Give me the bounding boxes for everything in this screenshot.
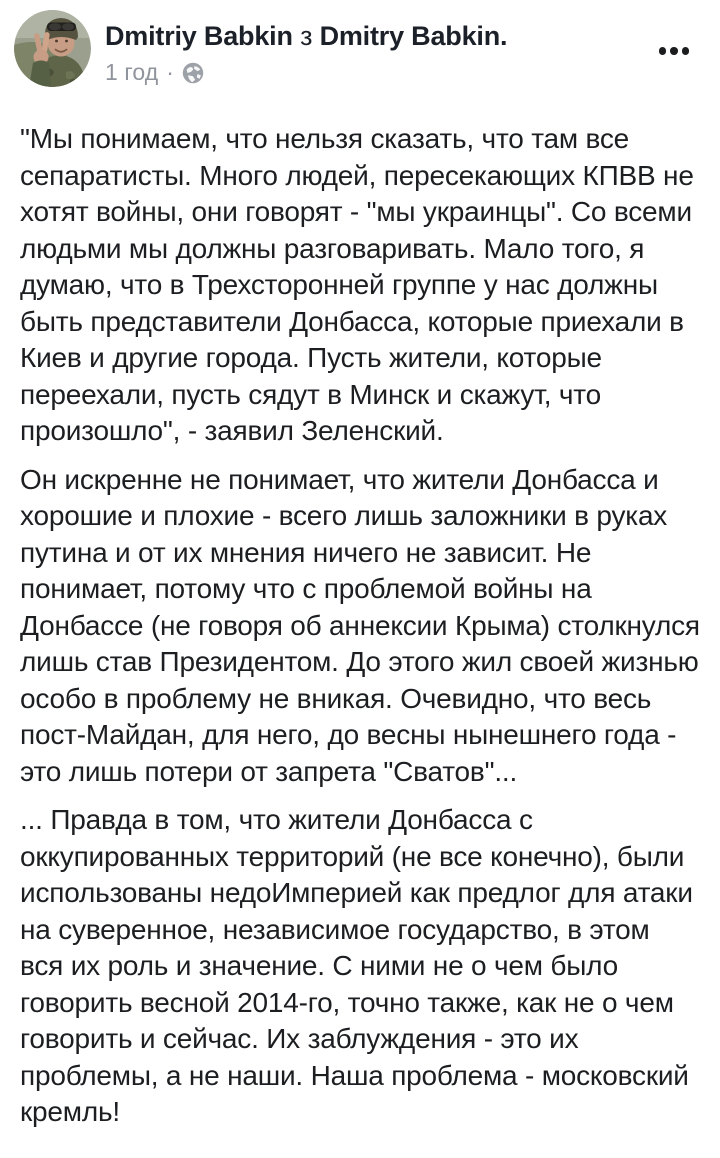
post-paragraph: Он искренне не понимает, что жители Донбасса и хорошие и плохие - всего лишь заложники в руках путина и от их мнения ничего не зависит. Не понимает, потому что с проблемой войны на Донбассе (не говоря об аннексии Крыма) столкнулся лишь став Президентом. До этого жил своей жизнью особо в проблему не вникая. Очевидно, что весь пост-Майдан, для него, до весны нынешнего года - это лишь потери от запрета "Сватов"... — [20, 463, 700, 787]
name-period: . — [500, 21, 508, 51]
post-paragraph: ... Правда в том, что жители Донбасса с оккупированных территорий (не все конечно), были использованы недоИмперией как предлог для атаки на суверенное, независимое государство, в этом вся их роль и значение. С ними не о чем было говорить весной 2014-го, точно также, как не о чем говорить и сейчас. Их заблуждения - это их проблемы, а не наши. Наша проблема - московский кремль! — [20, 804, 693, 1127]
timestamp[interactable]: 1 год — [105, 59, 159, 86]
ellipsis-icon — [659, 47, 667, 55]
more-options-button[interactable] — [655, 43, 694, 59]
with-connector: з — [300, 21, 313, 51]
ellipsis-icon — [670, 47, 678, 55]
meta-separator: · — [166, 59, 175, 86]
post-header — [0, 0, 720, 97]
header-text — [105, 21, 650, 86]
post-paragraph: "Мы понимаем, что нельзя сказать, что там все сепаратисты. Много людей, пересекающих КПВВ не хотят войны, они говорят - "мы украинцы". Со всеми людьми мы должны разговаривать. Мало того, я думаю, что в Трехсторонней группе у нас должны быть представители Донбасса, которые приехали в Киев и другие города. Пусть жители, которые переехали, пусть сядут в Минск и скажут, что произошло", - заявил Зеленский. — [20, 123, 694, 446]
author-name[interactable]: Dmitriy Babkin — [105, 21, 293, 51]
post-meta — [105, 59, 650, 86]
tagged-name[interactable]: Dmitry Babkin — [319, 21, 501, 51]
soldier-photo-icon — [14, 10, 91, 87]
globe-icon — [182, 62, 204, 84]
profile-avatar[interactable] — [14, 10, 91, 87]
ellipsis-icon — [682, 47, 690, 55]
post-byline — [105, 21, 650, 52]
post-body — [0, 97, 720, 1131]
